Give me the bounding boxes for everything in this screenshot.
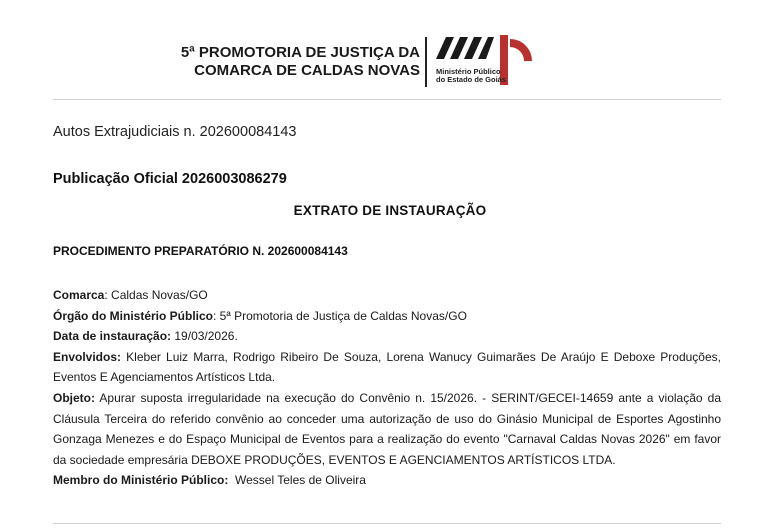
membro-line (53, 470, 721, 491)
logo-text-line2: do Estado de Goiás (436, 75, 507, 84)
membro-label: Membro do Ministério Público: (53, 473, 229, 488)
logo-red-arc (510, 39, 532, 61)
autos-number: Autos Extrajudiciais n. 202600084143 (53, 124, 297, 140)
orgao-label: Órgão do Ministério Público (53, 308, 214, 323)
extrato-title: EXTRATO DE INSTAURAÇÃO (293, 203, 487, 218)
bottom-divider (53, 523, 721, 524)
document-header (0, 30, 780, 100)
data-value: 19/03/2026. (171, 329, 238, 344)
comarca-line (53, 285, 721, 306)
logo-stripe-3 (464, 37, 482, 59)
logo-text (436, 68, 506, 84)
logo-stripe-1 (436, 37, 454, 59)
logo-stripe-2 (450, 37, 468, 59)
data-label: Data de instauração: (53, 329, 172, 344)
header-divider (425, 37, 427, 87)
membro-value: Wessel Teles de Oliveira (228, 473, 366, 488)
data-line (53, 326, 721, 347)
comarca-value: : Caldas Novas/GO (104, 288, 208, 302)
orgao-value: : 5ª Promotoria de Justiça de Caldas Novas/GO (213, 308, 467, 323)
envolvidos-label: Envolvidos: (53, 349, 122, 364)
objeto-line (53, 388, 721, 470)
top-divider (53, 99, 721, 100)
envolvidos-value: Kleber Luiz Marra, Rodrigo Ribeiro De Souza, Lorena Wanucy Guimarães De Araújo E Deboxe Produções, Eventos E Agenciamentos Artísticos Ltda. (53, 349, 721, 385)
envolvidos-line (53, 347, 721, 388)
procedimento-title: PROCEDIMENTO PREPARATÓRIO N. 202600084143 (53, 244, 348, 258)
publicacao-oficial: Publicação Oficial 2026003086279 (53, 171, 287, 187)
header-title-line2: COMARCA DE CALDAS NOVAS (194, 62, 420, 79)
header-title-line1: 5ª PROMOTORIA DE JUSTIÇA DA (180, 44, 420, 61)
orgao-line (53, 306, 721, 327)
extrato-body (53, 285, 721, 491)
objeto-value: Apurar suposta irregularidade na execução do Convênio n. 15/2026. - SERINT/GECEI-14659 ante a violação da Cláusula Terceira do referido convênio ao conceder uma autorização de uso do Ginásio Municipal de Esportes Agostinho Gonzaga Menezes e do Espaço Municipal de Eventos para a realização do evento "Carnaval Caldas Novas 2026" em favor da sociedade empresária DEBOXE PRODUÇÕES, EVENTOS E AGENCIAMENTOS ARTÍSTICOS LTDA. (53, 390, 721, 467)
objeto-label: Objeto: (53, 390, 95, 405)
comarca-label: Comarca (53, 288, 105, 302)
logo-text-line1: Ministério Público (436, 67, 501, 76)
header-title (181, 44, 420, 80)
